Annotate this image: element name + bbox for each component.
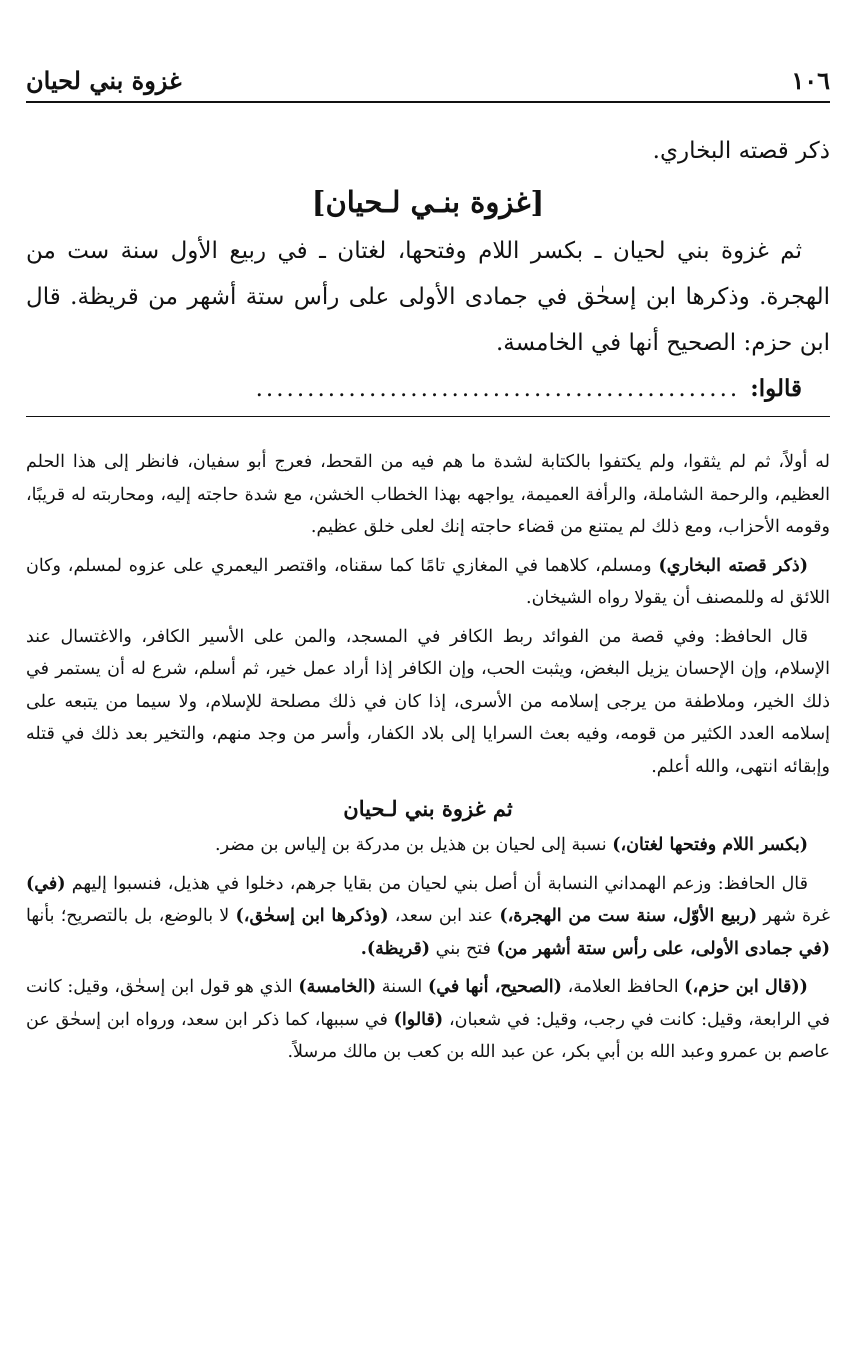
lemma-khamisa: (الخامسة) — [298, 977, 377, 997]
commentary-separator — [26, 416, 830, 417]
commentary-text: الحافظ العلامة، — [561, 977, 685, 997]
lemma-ibn-hazm: ((قال ابن حزم،) — [684, 977, 808, 997]
lemma-kasr: (بكسر اللام وفتحها لغتان،) — [612, 835, 808, 855]
commentary-text: قال الحافظ: وزعم الهمداني النسابة أن أصل بني لحيان من بقايا جرهم، دخلوا في هذيل، فنسبوا إليهم — [65, 873, 808, 894]
qalu-line — [26, 366, 830, 412]
book-page — [26, 0, 830, 1359]
main-text-block — [26, 128, 830, 412]
page-number: ١٠٦ — [791, 65, 830, 95]
commentary-text: غرة شهر — [757, 906, 831, 926]
commentary-paragraph-2 — [26, 550, 830, 615]
commentary-text: لا بالوضع، بل بالتصريح؛ بأنها — [26, 906, 236, 926]
commentary-paragraph-1: له أولاً، ثم لم يثقوا، ولم يكتفوا بالكتابة لشدة ما هم فيه من القحط، فعرج أبو سفيان، فانظر إلى هذا الحلم العظيم، والرحمة الشاملة، والرأفة العميمة، يواجهه بهذا الخطاب الخشن، مع شدة حاجته إليه، ومحاربته له قريبًا، وقومه الأحزاب، ومع ذلك لم يمتنع من قضاء حاجته إنك لعلى خلق عظيم. — [26, 452, 830, 537]
header-rule — [26, 101, 830, 103]
lemma-fi: (في) — [26, 873, 66, 894]
commentary-text: عند ابن سعد، — [388, 906, 500, 926]
running-title: غزوة بني لحيان — [26, 65, 182, 95]
main-paragraph: ثم غزوة بني لحيان ـ بكسر اللام وفتحها، لغتان ـ في ربيع الأول سنة ست من الهجرة. وذكرها ابن إسحٰق في جمادى الأولى على رأس ستة أشهر من قريظة. قال ابن حزم: الصحيح أنها في الخامسة. — [26, 238, 830, 356]
commentary-text: في سببها، كما ذكر ابن سعد، ورواه ابن إسحٰق عن عاصم بن عمرو وعبد الله بن أبي بكر، عن عبد الله بن كعب بن مالك مرسلاً. — [26, 1009, 830, 1062]
commentary-text: فتح بني — [430, 938, 497, 959]
lemma-jumada: (في جمادى الأولى، على رأس ستة أشهر من) — [496, 938, 830, 959]
continuation-dots: ............................................... — [255, 376, 741, 402]
commentary-block — [26, 446, 830, 1075]
commentary-paragraph-3: قال الحافظ: وفي قصة من الفوائد ربط الكافر في المسجد، والمن على الأسير الكافر، والاغتسال عند الإسلام، وإن الإحسان يزيل البغض، ويثبت الحب، وإن الكافر إذا أراد عمل خير، ثم أسلم، شرع له أن يستمر في ذلك الخير، وملاطفة من يرجى إسلامه من الأسرى، إذا كان في ذلك مصلحة للإسلام، ولا سيما من يتبعه على إسلامه العدد الكثير من قومه، وفيه بعث السرايا إلى بلاد الكفار، وأسر من وجد منهم، والتخير بعد ذلك في قتله وإبقائه انتهى، والله أعلم. — [26, 626, 830, 777]
commentary-text: الذي هو قول ابن إسحٰق، وقيل: كانت في الرابعة، وقيل: كانت في رجب، وقيل: في شعبان، — [26, 977, 830, 1030]
commentary-paragraph-6 — [26, 971, 830, 1069]
lemma-qurayza: (قريظة). — [360, 938, 431, 959]
commentary-text: ومسلم، كلاهما في المغازي تامًا كما سقناه، واقتصر اليعمري على عزوه لمسلم، وكان اللائق له وللمصنف أن يقولا رواه الشيخان. — [26, 555, 830, 608]
section-title: [غزوة بنـي لـحيان] — [311, 185, 545, 219]
commentary-sub-title: ثم غزوة بني لـحيان — [343, 796, 513, 821]
lemma-sahih: (الصحيح، أنها في) — [427, 977, 562, 997]
line-before: ذكر قصته البخاري. — [652, 138, 830, 164]
commentary-text: السنة — [376, 977, 428, 997]
lemma-qalu: (قالوا) — [393, 1009, 444, 1030]
lemma-bukhari: (ذكر قصته البخاري) — [658, 555, 808, 576]
running-header — [26, 60, 830, 100]
lemma-rabi: (ربيع الأوّل، سنة ست من الهجرة،) — [499, 906, 758, 926]
commentary-paragraph-5 — [26, 868, 830, 966]
commentary-paragraph-4 — [26, 829, 830, 862]
lemma-ibn-ishaq: (وذكرها ابن إسحٰق،) — [235, 906, 389, 926]
qalu-label: قالوا: — [750, 375, 802, 402]
commentary-text: نسبة إلى لحيان بن هذيل بن مدركة بن إلياس بن مضر. — [215, 835, 613, 855]
